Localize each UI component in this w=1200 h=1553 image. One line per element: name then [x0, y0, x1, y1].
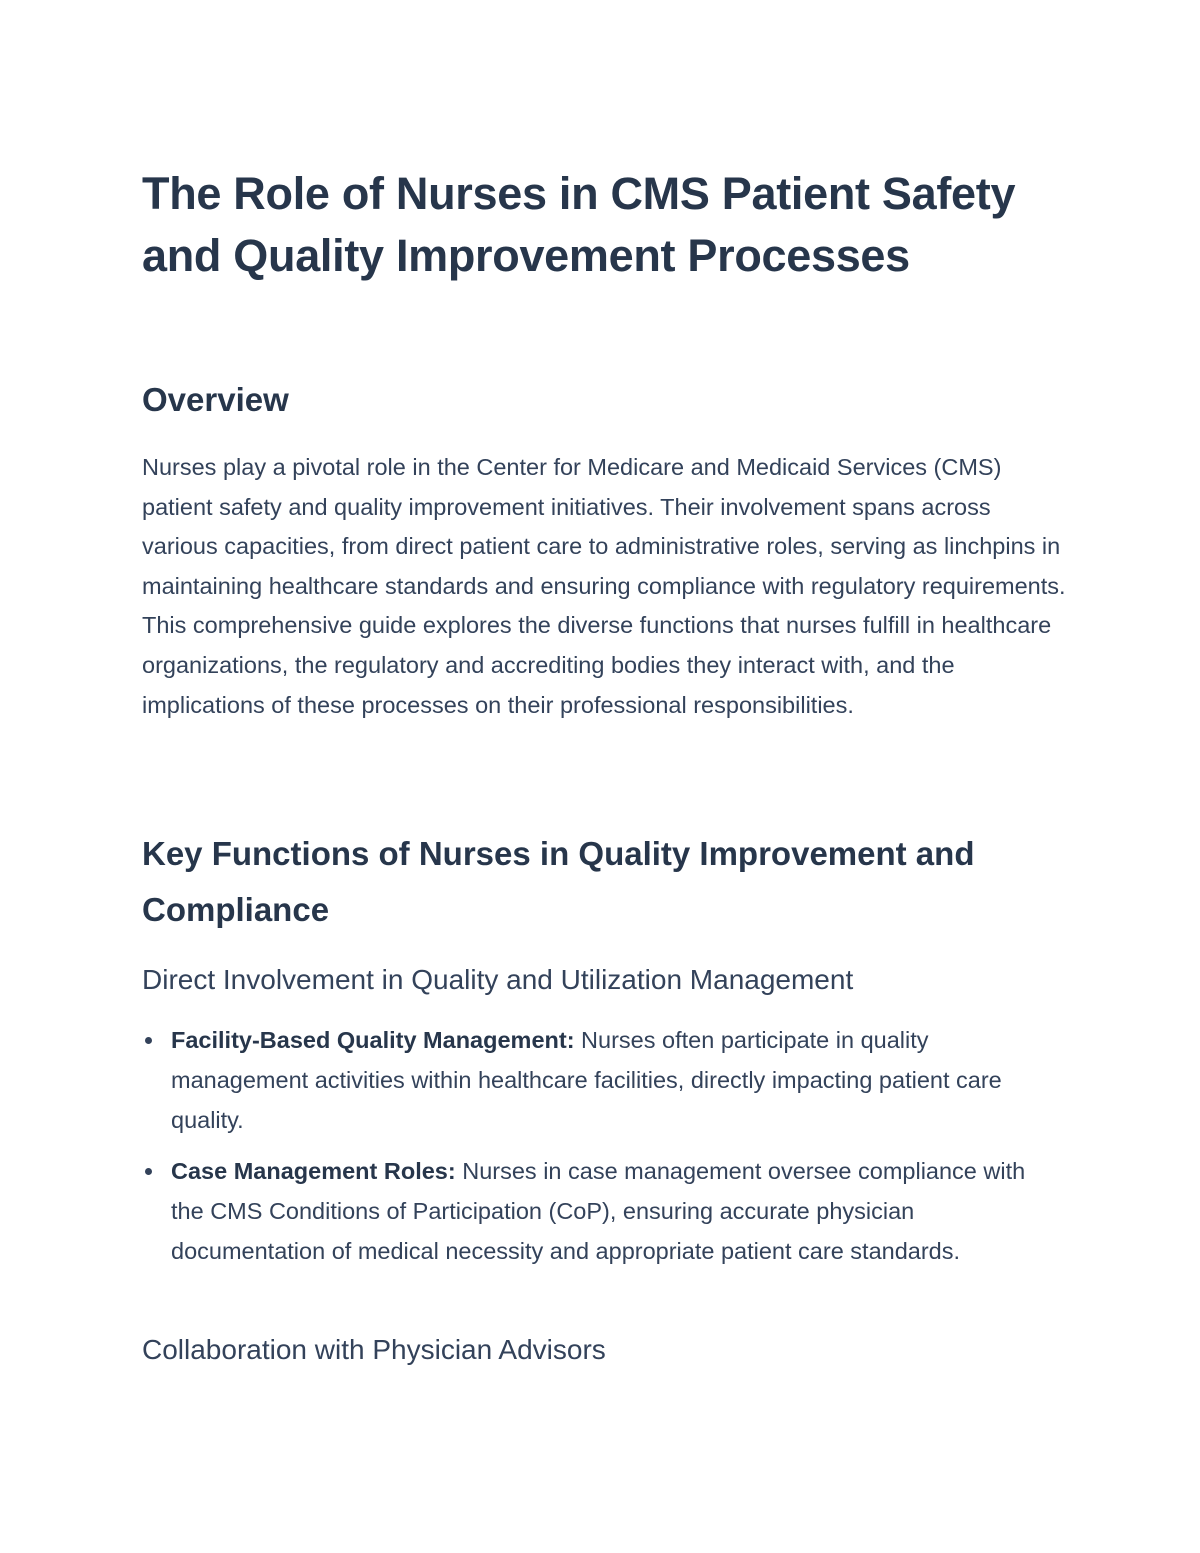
bullet-icon [145, 1037, 152, 1044]
overview-paragraph: Nurses play a pivotal role in the Center for Medicare and Medicaid Services (CMS) patient safety and quality improvement initiatives. Their involvement spans across various capacities, from direct patient care to administrative roles, serving as linchpins in maintaining healthcare standards and ensuring compliance with regulatory requirements. This comprehensive guide explores the diverse functions that nurses fulfill in healthcare organizations, the regulatory and accrediting bodies they interact with, and the implications of these processes on their professional responsibilities. [142, 454, 1066, 718]
list-item-text: Nurses in case management oversee compliance with the CMS Conditions of Participation (CoP), ensuring accurate physician documentation of medical necessity and appropriate patient care standards. [171, 1158, 1026, 1264]
direct-involvement-heading: Direct Involvement in Quality and Utilization Management [142, 964, 854, 995]
document-title: The Role of Nurses in CMS Patient Safety and Quality Improvement Processes [142, 168, 1016, 281]
list-item-text: Nurses often participate in quality management activities within healthcare facilities, directly impacting patient care quality. [171, 1027, 1002, 1133]
list-item [142, 1020, 1042, 1140]
overview-heading: Overview [142, 381, 289, 418]
collaboration-heading: Collaboration with Physician Advisors [142, 1334, 606, 1365]
list-item [142, 1151, 1042, 1271]
list-item-term: Facility-Based Quality Management: [171, 1027, 575, 1053]
direct-involvement-list [142, 1020, 1042, 1282]
key-functions-heading: Key Functions of Nurses in Quality Improvement and Compliance [142, 835, 975, 928]
list-item-term: Case Management Roles: [171, 1158, 456, 1184]
bullet-icon [145, 1168, 152, 1175]
